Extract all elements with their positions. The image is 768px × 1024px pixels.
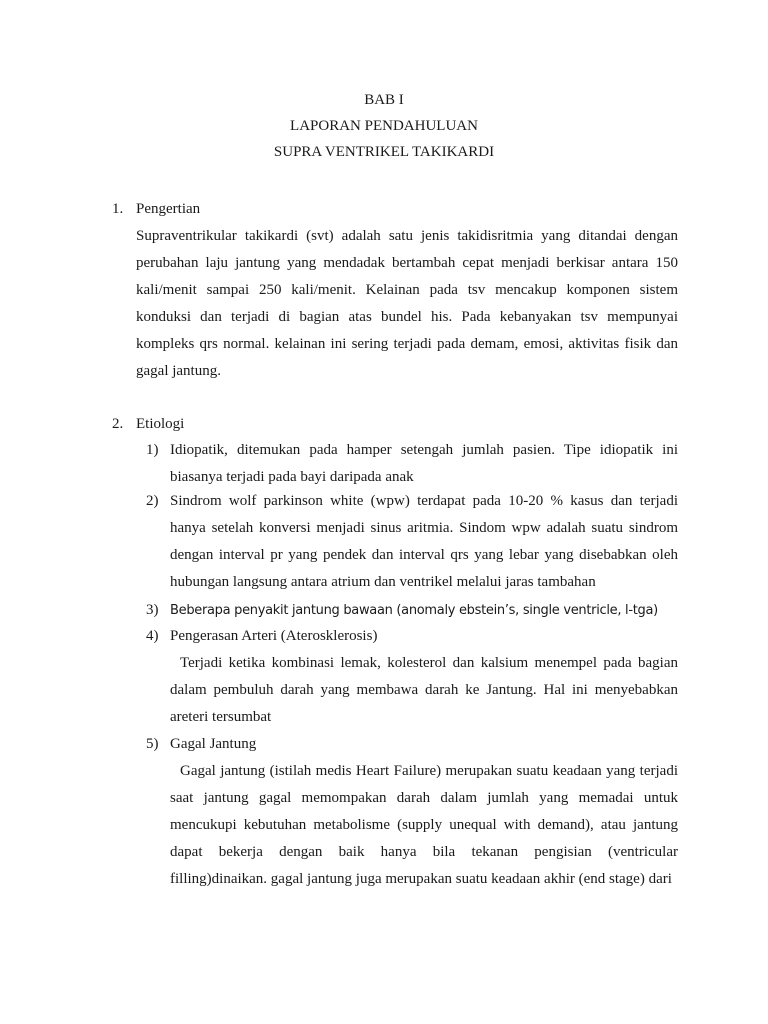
list-item — [146, 731, 678, 893]
list-item — [146, 597, 678, 624]
list-item-text: Gagal Jantung — [170, 736, 257, 752]
section-paragraph: Supraventrikular takikardi (svt) adalah satu jenis takidisritmia yang ditandai dengan perubahan laju jantung yang mendadak bertambah cepat menjadi berkisar antara 150 kali/menit sampai 250 kali/menit. Kelainan pada tsv mencakup komponen sistem konduksi dan terjadi di bagian atas bundel his. Pada kebanyakan tsv mempunyai kompleks qrs normal. kelainan ini sering terjadi pada demam, emosi, aktivitas fisik dan gagal jantung. — [136, 228, 678, 379]
list-item — [146, 488, 678, 596]
list-item-text: Beberapa penyakit jantung bawaan (anomaly ebstein’s, single ventricle, l-tga) — [170, 603, 658, 618]
list-item-text: Idiopatik, ditemukan pada hamper setengah jumlah pasien. Tipe idiopatik ini biasanya terjadi pada bayi daripada anak — [170, 442, 678, 485]
section-title — [112, 201, 678, 218]
list-item — [146, 437, 678, 491]
topic-title: SUPRA VENTRIKEL TAKIKARDI — [273, 144, 495, 160]
list-item-number: 1) — [146, 442, 159, 458]
section-number: 2. — [112, 416, 124, 432]
report-title: LAPORAN PENDAHULUAN — [290, 118, 478, 134]
section-title — [112, 416, 678, 433]
list-item-number: 3) — [146, 602, 159, 618]
section-etiologi — [112, 416, 678, 433]
section-title-text: Pengertian — [136, 201, 201, 217]
section-pengertian — [112, 201, 678, 385]
list-item-text: Sindrom wolf parkinson white (wpw) terdapat pada 10-20 % kasus dan terjadi hanya setelah konversi menjadi sinus aritmia. Sindom wpw adalah suatu sindrom dengan interval pr yang pendek dan interval qrs yang lebar yang disebabkan oleh hubungan langsung antara atrium dan ventrikel melalui jaras tambahan — [170, 493, 678, 590]
chapter-heading — [0, 92, 768, 170]
list-item — [146, 623, 678, 731]
section-number: 1. — [112, 201, 124, 217]
section-title-text: Etiologi — [136, 416, 185, 432]
list-item-number: 2) — [146, 493, 159, 509]
list-item-number: 5) — [146, 736, 159, 752]
list-item-paragraph: Gagal jantung (istilah medis Heart Failure) merupakan suatu keadaan yang terjadi saat jantung gagal memompakan darah dalam jumlah yang memadai untuk mencukupi kebutuhan metabolisme (supply unequal with demand), atau jantung dapat bekerja dengan baik hanya bila tekanan pengisian (ventricular filling)dinaikan. gagal jantung juga merupakan suatu keadaan akhir (end stage) dari — [170, 763, 678, 887]
list-item-text: Pengerasan Arteri (Aterosklerosis) — [170, 628, 378, 644]
list-item-number: 4) — [146, 628, 159, 644]
list-item-paragraph: Terjadi ketika kombinasi lemak, kolesterol dan kalsium menempel pada bagian dalam pembuluh darah yang membawa darah ke Jantung. Hal ini menyebabkan areteri tersumbat — [170, 655, 678, 725]
chapter-number: BAB I — [364, 92, 404, 108]
